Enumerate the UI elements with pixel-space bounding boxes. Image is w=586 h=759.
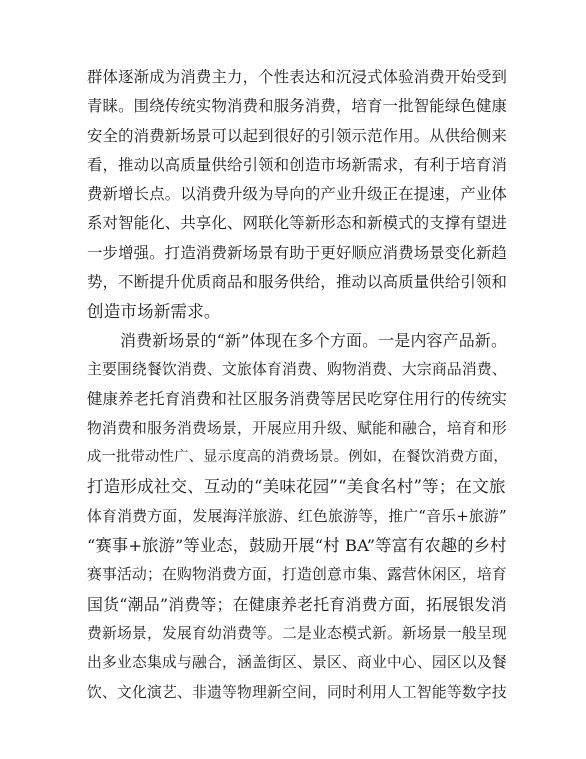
text-line: 一步增强。打造消费新场景有助于更好顺应消费场景变化新趋 [87,243,508,262]
text-line: 群体逐渐成为消费主力，个性表达和沉浸式体验消费开始受到 [87,68,508,86]
text-line: 势，不断提升优质商品和服务供给，推动以高质量供给引领和 [87,273,508,292]
text-line: 健康养老托育消费和社区服务消费等居民吃穿住用行的传统实 [87,389,508,408]
text-line: 主要围绕餐饮消费、文旅体育消费、购物消费、大宗商品消费、 [87,361,507,379]
text-line: 看，推动以高质量供给引领和创造市场新需求，有利于培育消 [87,155,508,174]
text-line: 国货“潮品”消费等；在健康养老托育消费方面，拓展银发消 [87,594,507,614]
text-line: 创造市场新需求。 [87,302,221,322]
text-line: 成一批带动性广、显示度高的消费场景。例如，在餐饮消费方面， [87,449,508,466]
text-line: 费新场景，发展育幼消费等。二是业态模式新。新场景一般呈现 [87,624,507,642]
text-line: 消费新场景的“新”体现在多个方面。一是内容产品新。 [120,331,508,350]
text-line: 费新增长点。以消费升级为导向的产业升级正在提速，产业体 [87,185,508,204]
text-line: 出多业态集成与融合，涵盖街区、景区、商业中心、园区以及餐 [87,654,507,672]
text-line: “赛事+旅游”等业态，鼓励开展“村 BA”等富有农趣的乡村 [87,536,507,556]
text-line: 青睐。围绕传统实物消费和服务消费，培育一批智能绿色健康 [87,97,508,116]
text-line: 打造形成社交、互动的“美味花园”“美食名村”等；在文旅 [87,477,506,497]
paragraph-2 [87,326,507,707]
text-line: 系对智能化、共享化、网联化等新形态和新模式的支撑有望进 [87,214,508,233]
text-line: 安全的消费新场景可以起到很好的引领示范作用。从供给侧来 [87,126,508,145]
text-line: 赛事活动；在购物消费方面，打造创意市集、露营休闲区，培育 [87,566,507,584]
paragraph-1 [87,63,507,327]
text-line: 饮、文化演艺、非遗等物理新空间，同时利用人工智能等数字技 [87,683,507,701]
text-line: 体育消费方面，发展海洋旅游、红色旅游等，推广“音乐+旅游” [87,506,507,525]
text-line: 物消费和服务消费场景，开展应用升级、赋能和融合，培育和形 [87,419,507,437]
